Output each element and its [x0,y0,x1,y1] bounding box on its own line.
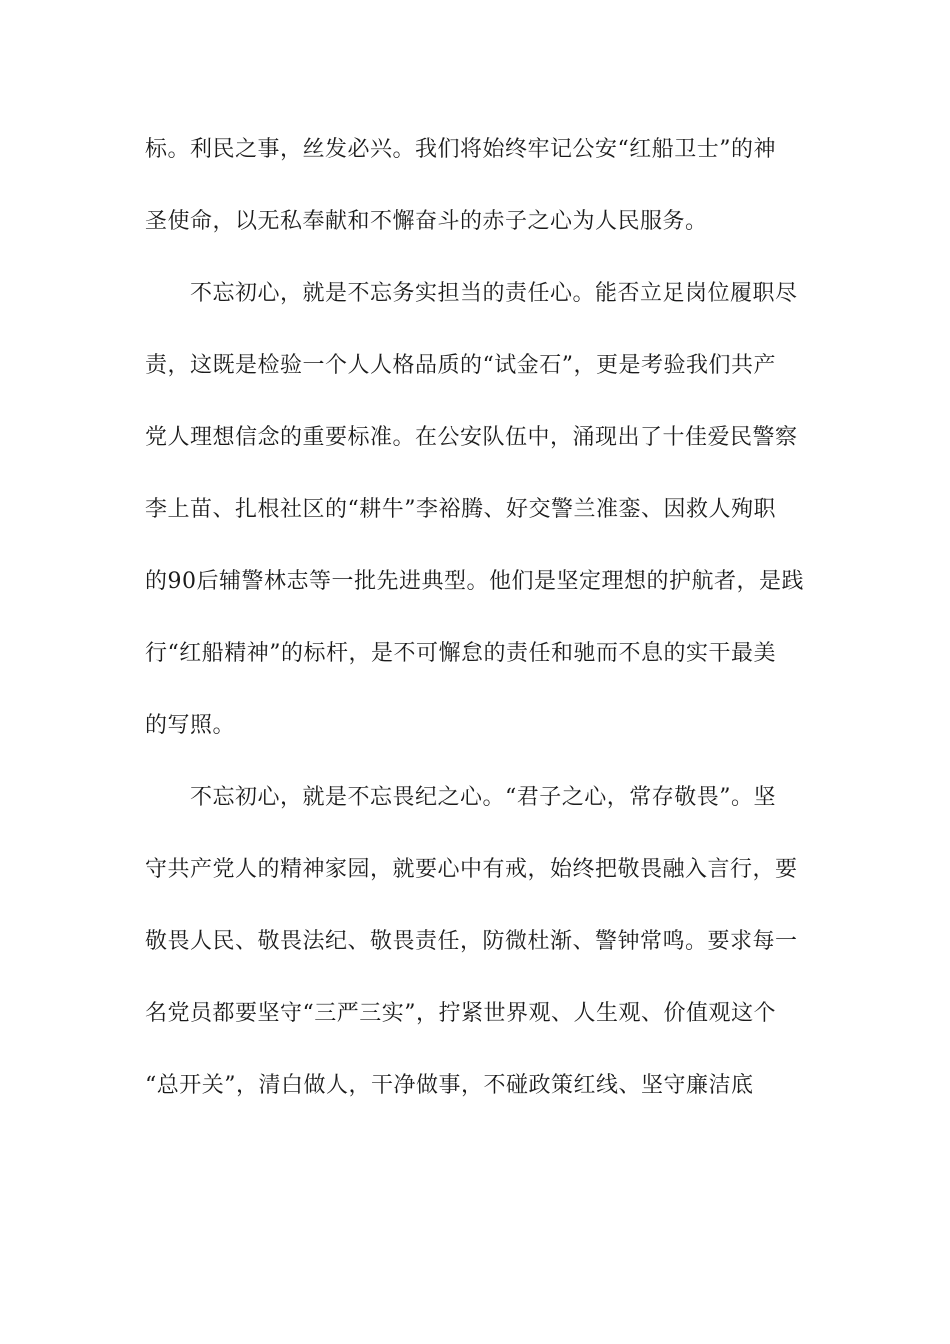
paragraph-start-line: 不忘初心，就是不忘务实担当的责任心。能否立足岗位履职尽 [190,281,798,306]
text-line: 圣使命，以无私奉献和不懈奋斗的赤子之心为人民服务。 [145,209,708,234]
text-line: 党人理想信念的重要标准。在公安队伍中，涌现出了十佳爱民警察 [145,425,798,450]
text-line: 责，这既是检验一个人人格品质的“试金石”，更是考验我们共产 [145,353,776,378]
text-line: “总开关”，清白做人，干净做事，不碰政策红线、坚守廉洁底 [145,1073,754,1098]
paragraph-start-line: 不忘初心，就是不忘畏纪之心。“君子之心，常存敬畏”。坚 [190,785,776,810]
text-line: 行“红船精神”的标杆，是不可懈怠的责任和驰而不息的实干最美 [145,641,776,666]
text-line: 守共产党人的精神家园，就要心中有戒，始终把敬畏融入言行，要 [145,857,798,882]
text-line: 的90后辅警林志等一批先进典型。他们是坚定理想的护航者，是践 [145,569,804,594]
text-line: 标。利民之事，丝发必兴。我们将始终牢记公安“红船卫士”的神 [145,137,776,162]
text-line: 李上苗、扎根社区的“耕牛”李裕腾、好交警兰准銮、因救人殉职 [145,497,776,522]
text-line: 的写照。 [145,713,236,738]
text-line: 敬畏人民、敬畏法纪、敬畏责任，防微杜渐、警钟常鸣。要求每一 [145,929,798,954]
text-line: 名党员都要坚守“三严三实”，拧紧世界观、人生观、价值观这个 [145,1001,776,1026]
